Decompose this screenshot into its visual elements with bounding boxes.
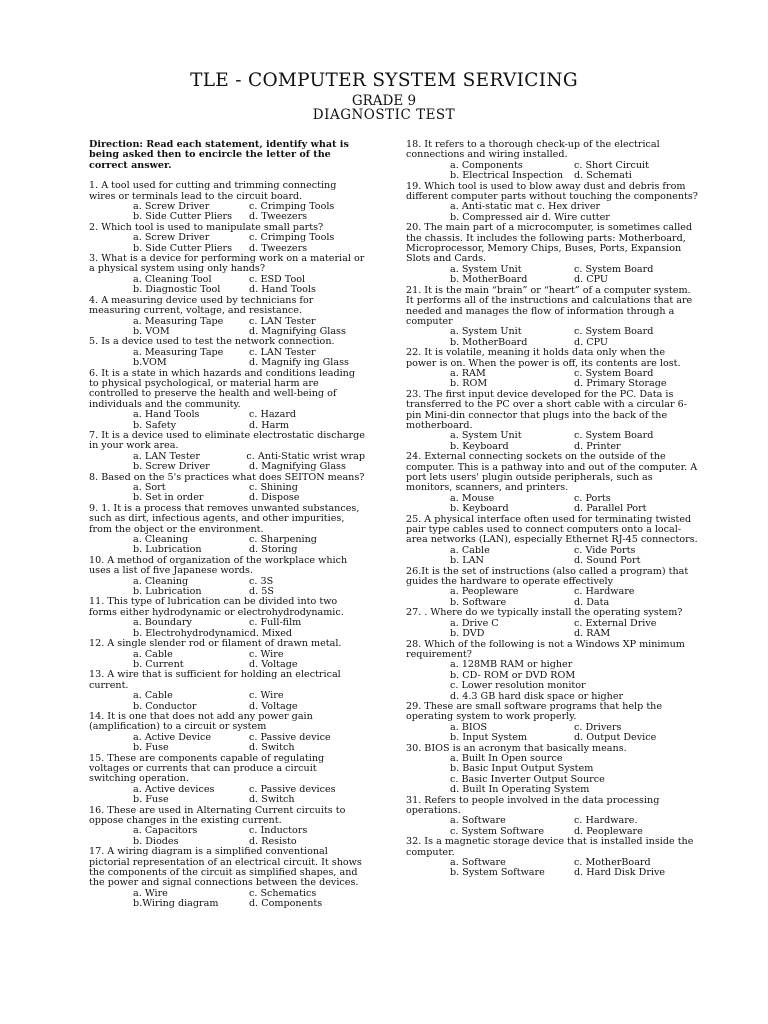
- question-item: [406, 452, 698, 514]
- answer-option[interactable]: b. Conductor: [133, 700, 197, 712]
- answer-option[interactable]: a. Sort: [133, 482, 166, 493]
- answer-option[interactable]: d. CPU: [574, 274, 608, 286]
- answer-option[interactable]: c. Hardware.: [574, 815, 638, 827]
- question-text: 18. It refers to a thorough check-up of the electrical connections and wiring installed.: [406, 139, 660, 161]
- question-text: 30. BIOS is an acronym that basically means.: [406, 742, 627, 754]
- answer-option[interactable]: a. Cable: [133, 690, 173, 702]
- question-item: [89, 556, 365, 598]
- answer-option[interactable]: a. LAN Tester: [133, 450, 200, 462]
- answer-options: [89, 410, 365, 431]
- answer-options: [406, 494, 698, 515]
- answer-option[interactable]: a. Cable: [133, 648, 173, 660]
- answer-option[interactable]: b. Electrohydrodynamic: [133, 627, 250, 639]
- answer-option[interactable]: c. LAN Tester: [249, 315, 316, 327]
- answer-option[interactable]: b. Screw Driver: [133, 461, 210, 473]
- question-text: 7. It is a device used to eliminate electrostatic discharge in your work area.: [89, 429, 365, 452]
- answer-options: [89, 650, 365, 671]
- question-text: 6. It is a state in which hazards and conditions leading to physical psychological, or material harm are controlled to preserve the health and well-being of individuals and the community.: [89, 367, 355, 410]
- answer-option[interactable]: d. Voltage: [249, 658, 298, 670]
- test-name: DIAGNOSTIC TEST: [312, 107, 456, 123]
- question-text: 14. It is one that does not add any power gain (amplification) to a circuit or system: [89, 710, 313, 733]
- answer-options: [89, 691, 365, 712]
- answer-option[interactable]: d. Built In Operating System: [450, 784, 590, 796]
- question-item: [89, 712, 365, 754]
- answer-option[interactable]: a. Screw Driver: [133, 201, 210, 213]
- answer-options: [406, 431, 698, 452]
- answer-option[interactable]: b. Lubrication: [133, 544, 202, 556]
- question-text: 1. A tool used for cutting and trimming connecting wires or terminals lead to the circuit board.: [89, 180, 337, 202]
- answer-option[interactable]: a. System Unit: [450, 430, 522, 442]
- answer-option[interactable]: c. Crimping Tools: [249, 201, 335, 213]
- question-item: [406, 567, 698, 609]
- answer-option[interactable]: a. Active Device: [133, 731, 212, 743]
- answer-option[interactable]: b. Diagnostic Tool: [133, 284, 221, 296]
- answer-option[interactable]: c. Drivers: [574, 721, 622, 733]
- question-text: 2. Which tool is used to manipulate small parts?: [89, 221, 324, 233]
- answer-options: [406, 754, 698, 796]
- answer-option[interactable]: a. Measuring Tape: [133, 315, 224, 327]
- answer-options: [406, 723, 698, 744]
- answer-option[interactable]: a. Cleaning: [133, 534, 189, 546]
- question-item: [89, 639, 365, 670]
- answer-option[interactable]: a. Capacitors: [133, 825, 198, 837]
- answer-option[interactable]: d. Hard Disk Drive: [574, 867, 666, 879]
- question-item: [406, 837, 698, 879]
- answer-option[interactable]: c. Crimping Tools: [249, 232, 335, 244]
- answer-option[interactable]: c. Shining: [249, 482, 298, 493]
- question-text: 11. This type of lubrication can be divided into two forms either hydrodynamic or electrohydrodynamic.: [89, 596, 344, 618]
- answer-option[interactable]: b. LAN: [450, 555, 484, 567]
- answer-option[interactable]: b. DVD: [450, 628, 485, 640]
- question-text: 17. A wiring diagram is a simplified conventional pictorial representation of an electrical circuit. It shows the components of the circuit as simplified shapes, and the power and signal connections between the devices.: [89, 846, 362, 889]
- answer-option[interactable]: a. Cleaning: [133, 575, 189, 587]
- question-item: [406, 608, 698, 639]
- answer-option[interactable]: d. Resisto: [249, 835, 297, 847]
- answer-option[interactable]: b. VOM: [133, 325, 170, 337]
- answer-option[interactable]: c. Basic Inverter Output Source: [450, 773, 605, 785]
- question-text: 32. Is a magnetic storage device that is installed inside the computer.: [406, 836, 694, 858]
- left-question-list: [89, 181, 365, 909]
- answer-option[interactable]: d. Dispose: [249, 492, 300, 504]
- answer-option[interactable]: c. LAN Tester: [249, 346, 316, 358]
- answer-option[interactable]: b. ROM: [450, 378, 488, 390]
- question-text: 9. 1. It is a process that removes unwanted substances, such as dirt, infectious agents, and other impurities, from the object or the environment.: [89, 502, 360, 535]
- answer-option[interactable]: b. Basic Input Output System: [450, 763, 594, 775]
- answer-option[interactable]: b. Electrical Inspection: [450, 170, 564, 182]
- answer-option[interactable]: b. Fuse: [133, 794, 169, 806]
- question-item: [406, 744, 698, 796]
- answer-option[interactable]: d. RAM: [574, 628, 611, 640]
- answer-options: [89, 317, 365, 338]
- answer-option[interactable]: c. Vide Ports: [574, 544, 636, 556]
- question-text: 19. Which tool is used to blow away dust and debris from different computer parts without touching the components?: [406, 180, 698, 203]
- answer-option[interactable]: a. Peopleware: [450, 586, 519, 598]
- answer-option[interactable]: b. Keyboard: [450, 503, 509, 515]
- direction-text: Direction: Read each statement, identify what is being asked then to encircle the letter of the correct answer.: [89, 139, 349, 171]
- answer-option[interactable]: c. Lower resolution monitor: [450, 680, 586, 692]
- answer-options: [406, 161, 698, 182]
- document-title: TLE - COMPUTER SYSTEM SERVICING: [190, 70, 578, 91]
- answer-options: [406, 619, 698, 640]
- answer-option[interactable]: a. Mouse: [450, 492, 495, 504]
- answer-options: [406, 858, 698, 879]
- question-item: [89, 504, 365, 556]
- answer-option[interactable]: d. Magnifying Glass: [249, 325, 346, 337]
- answer-option[interactable]: d. Peopleware: [574, 825, 643, 837]
- question-item: [89, 431, 365, 473]
- answer-options: [406, 202, 698, 223]
- answer-option[interactable]: c. Passive device: [249, 731, 331, 743]
- answer-options: [89, 535, 365, 556]
- question-text: 22. It is volatile, meaning it holds data only when the power is on. When the power is off, its contents are lost.: [406, 347, 681, 369]
- right-column: [406, 140, 698, 879]
- answer-option[interactable]: a. Wire: [133, 887, 168, 899]
- question-item: [89, 670, 365, 712]
- answer-option[interactable]: d. Tweezers: [249, 242, 308, 254]
- question-text: 31. Refers to people involved in the data processing operations.: [406, 794, 660, 816]
- answer-option[interactable]: c. Full-film: [249, 617, 302, 629]
- answer-option[interactable]: a. Software: [450, 857, 506, 869]
- answer-option[interactable]: a. Software: [450, 815, 506, 827]
- answer-option[interactable]: d. Magnifying Glass: [249, 461, 346, 473]
- answer-options: [406, 265, 698, 286]
- left-column: [89, 140, 365, 910]
- answer-option[interactable]: c. Wire: [249, 690, 284, 702]
- answer-option[interactable]: b.VOM: [133, 357, 167, 369]
- right-question-list: [406, 140, 698, 879]
- answer-options: [89, 348, 365, 369]
- answer-option[interactable]: d. Data: [574, 596, 610, 608]
- question-text: 13. A wire that is sufficient for holding an electrical current.: [89, 669, 341, 691]
- answer-option[interactable]: b. Software: [450, 596, 507, 608]
- answer-option[interactable]: d. Hand Tools: [249, 284, 316, 296]
- question-text: 12. A single slender rod or filament of drawn metal.: [89, 638, 342, 650]
- answer-options: [89, 618, 365, 639]
- question-item: [406, 140, 698, 182]
- answer-option[interactable]: d. Switch: [249, 742, 295, 754]
- answer-options: [89, 826, 365, 847]
- answer-option[interactable]: c. Short Circuit: [574, 159, 649, 171]
- answer-option[interactable]: c. System Board: [574, 263, 654, 275]
- question-text: 15. These are components capable of regulating voltages or currents that can produce a circuit switching operation.: [89, 752, 325, 785]
- question-item: [406, 390, 698, 452]
- answer-option[interactable]: d. Mixed: [249, 627, 293, 639]
- answer-option[interactable]: b. Fuse: [133, 742, 169, 754]
- answer-option[interactable]: c. Hazard: [249, 409, 297, 421]
- answer-option[interactable]: c. Schematics: [249, 887, 317, 899]
- question-text: 8. Based on the 5's practices what does SEITON means?: [89, 471, 365, 483]
- answer-option[interactable]: b. Input System: [450, 732, 527, 744]
- answer-options: [89, 577, 365, 598]
- answer-option[interactable]: d. Sound Port: [574, 555, 641, 567]
- answer-option[interactable]: a. Anti-static mat c. Hex driver: [450, 201, 601, 213]
- question-item: [89, 337, 365, 368]
- answer-option[interactable]: c. Passive devices: [249, 783, 336, 795]
- question-item: [89, 473, 365, 504]
- answer-options: [406, 816, 698, 837]
- question-text: 25. A physical interface often used for terminating twisted pair type cables used to connect computers onto a local-area networks (LAN), especially Ethernet RJ-45 connectors.: [406, 513, 698, 546]
- question-text: 20. The main part of a microcomputer, is sometimes called the chassis. It includes the following parts: Motherboard, Microprocessor, Memory Chips, Buses, Ports, Expansion Slots and Cards.: [406, 222, 693, 265]
- answer-option[interactable]: d. Output Device: [574, 732, 657, 744]
- answer-option[interactable]: b. Compressed air d. Wire cutter: [450, 211, 610, 223]
- answer-option[interactable]: c. External Drive: [574, 617, 657, 629]
- question-text: 29. These are small software programs that help the operating system to work properly.: [406, 700, 663, 723]
- answer-options: [89, 733, 365, 754]
- answer-option[interactable]: c. Inductors: [249, 825, 308, 837]
- answer-option[interactable]: b. System Software: [450, 867, 545, 879]
- answer-option[interactable]: a. Measuring Tape: [133, 346, 224, 358]
- question-item: [89, 597, 365, 639]
- answer-option[interactable]: a. Cable: [450, 544, 490, 556]
- answer-option[interactable]: c. System Software: [450, 825, 545, 837]
- answer-option[interactable]: c. MotherBoard: [574, 857, 651, 869]
- question-text: 21. It is the main “brain” or “heart” of a computer system. It performs all of the instructions and calculations that are needed and manages the flow of information through a computer: [406, 284, 693, 327]
- answer-option[interactable]: b. Current: [133, 658, 184, 670]
- answer-options: [89, 889, 365, 910]
- question-text: 23. The first input device developed for the PC. Data is transferred to the PC over a short cable with a circular 6-pin Mini-din connector that plugs into the back of the motherboard.: [406, 388, 687, 431]
- answer-option[interactable]: c. Anti-Static wrist wrap: [246, 450, 365, 462]
- answer-option[interactable]: d. Voltage: [249, 700, 298, 712]
- grade-label: GRADE 9: [351, 93, 417, 109]
- answer-option[interactable]: a. Screw Driver: [133, 232, 210, 244]
- answer-option[interactable]: a. Cleaning Tool: [133, 273, 212, 285]
- answer-option[interactable]: b. CD- ROM or DVD ROM: [450, 669, 576, 681]
- answer-option[interactable]: b. MotherBoard: [450, 336, 528, 348]
- answer-options: [89, 275, 365, 296]
- question-item: [406, 796, 698, 838]
- answer-option[interactable]: d. Harm: [249, 419, 290, 431]
- question-text: 26.It is the set of instructions (also called a program) that guides the hardware to operate effectively: [406, 565, 689, 588]
- answer-option[interactable]: a. Built In Open source: [450, 752, 563, 764]
- question-item: [89, 806, 365, 848]
- question-item: [89, 254, 365, 296]
- answer-option[interactable]: a. Drive C: [450, 617, 499, 629]
- question-text: 24. External connecting sockets on the outside of the computer. This is a pathway into and out of the computer. A port lets users' plugin outside peripherals, such as monitors, scanners, and printers.: [406, 451, 698, 494]
- answer-option[interactable]: c. Hardware: [574, 586, 635, 598]
- question-text: 3. What is a device for performing work on a material or a physical system using only hands?: [89, 253, 365, 275]
- answer-option[interactable]: d. Schemati: [574, 170, 632, 182]
- answer-option[interactable]: a. BIOS: [450, 721, 488, 733]
- question-item: [406, 348, 698, 390]
- answer-option[interactable]: a. Active devices: [133, 783, 215, 795]
- answer-option[interactable]: b. Set in order: [133, 492, 204, 504]
- answer-option[interactable]: d. 4.3 GB hard disk space or higher: [450, 690, 624, 702]
- question-item: [89, 369, 365, 431]
- answer-option[interactable]: d. Magnify ing Glass: [249, 357, 349, 369]
- answer-option[interactable]: d. Tweezers: [249, 211, 308, 223]
- question-item: [89, 754, 365, 806]
- answer-option[interactable]: c. Wire: [249, 648, 284, 660]
- question-item: [89, 223, 365, 254]
- answer-option[interactable]: b.Wiring diagram: [133, 898, 219, 910]
- question-item: [89, 181, 365, 223]
- answer-option[interactable]: a. Hand Tools: [133, 409, 200, 421]
- answer-option[interactable]: b. Side Cutter Pliers: [133, 242, 233, 254]
- answer-option[interactable]: b. Diodes: [133, 835, 179, 847]
- question-text: 16. These are used in Alternating Current circuits to oppose changes in the existing current.: [89, 804, 346, 826]
- question-item: [406, 286, 698, 348]
- answer-options: [406, 660, 698, 702]
- question-item: [406, 223, 698, 285]
- question-text: 10. A method of organization of the workplace which uses a list of five Japanese words.: [89, 554, 348, 577]
- answer-option[interactable]: c. System Board: [574, 367, 654, 379]
- question-item: [406, 702, 698, 744]
- question-item: [406, 515, 698, 567]
- question-text: 5. Is a device used to test the network connection.: [89, 336, 335, 348]
- question-text: 28. Which of the following is not a Windows XP minimum requirement?: [406, 638, 685, 660]
- answer-option[interactable]: b. Safety: [133, 419, 177, 431]
- answer-option[interactable]: d. Printer: [574, 440, 621, 452]
- answer-option[interactable]: c. Sharpening: [249, 534, 317, 546]
- answer-option[interactable]: a. System Unit: [450, 326, 522, 338]
- answer-options: [406, 587, 698, 608]
- question-item: [89, 847, 365, 909]
- answer-option[interactable]: d. Storing: [249, 544, 298, 556]
- answer-option[interactable]: a. RAM: [450, 367, 486, 379]
- answer-option[interactable]: b. Lubrication: [133, 586, 202, 598]
- answer-option[interactable]: d. Parallel Port: [574, 503, 647, 515]
- question-text: 27. . Where do we typically install the operating system?: [406, 607, 683, 619]
- answer-option[interactable]: b. Keyboard: [450, 440, 509, 452]
- answer-options: [89, 452, 365, 473]
- answer-options: [89, 233, 365, 254]
- answer-option[interactable]: d. Switch: [249, 794, 295, 806]
- answer-option[interactable]: a. System Unit: [450, 263, 522, 275]
- answer-options: [406, 369, 698, 390]
- question-item: [406, 182, 698, 224]
- answer-options: [406, 327, 698, 348]
- answer-option[interactable]: d. 5S: [249, 586, 274, 598]
- answer-option[interactable]: c. ESD Tool: [249, 273, 306, 285]
- answer-option[interactable]: c. System Board: [574, 326, 654, 338]
- answer-option[interactable]: b. Side Cutter Pliers: [133, 211, 233, 223]
- answer-option[interactable]: d. CPU: [574, 336, 608, 348]
- answer-options: [89, 785, 365, 806]
- question-item: [89, 296, 365, 338]
- answer-option[interactable]: c. System Board: [574, 430, 654, 442]
- answer-option[interactable]: c. Ports: [574, 492, 611, 504]
- question-item: [406, 640, 698, 702]
- answer-options: [406, 546, 698, 567]
- answer-option[interactable]: d. Components: [249, 898, 323, 910]
- answer-option[interactable]: a. Components: [450, 159, 523, 171]
- answer-option[interactable]: a. Boundary: [133, 617, 192, 629]
- answer-option[interactable]: b. MotherBoard: [450, 274, 528, 286]
- answer-option[interactable]: d. Primary Storage: [574, 378, 667, 390]
- answer-option[interactable]: c. 3S: [249, 575, 274, 587]
- answer-option[interactable]: a. 128MB RAM or higher: [450, 659, 573, 671]
- question-text: 4. A measuring device used by technicians for measuring current, voltage, and resistance.: [89, 294, 314, 317]
- answer-options: [89, 483, 365, 504]
- answer-options: [89, 202, 365, 223]
